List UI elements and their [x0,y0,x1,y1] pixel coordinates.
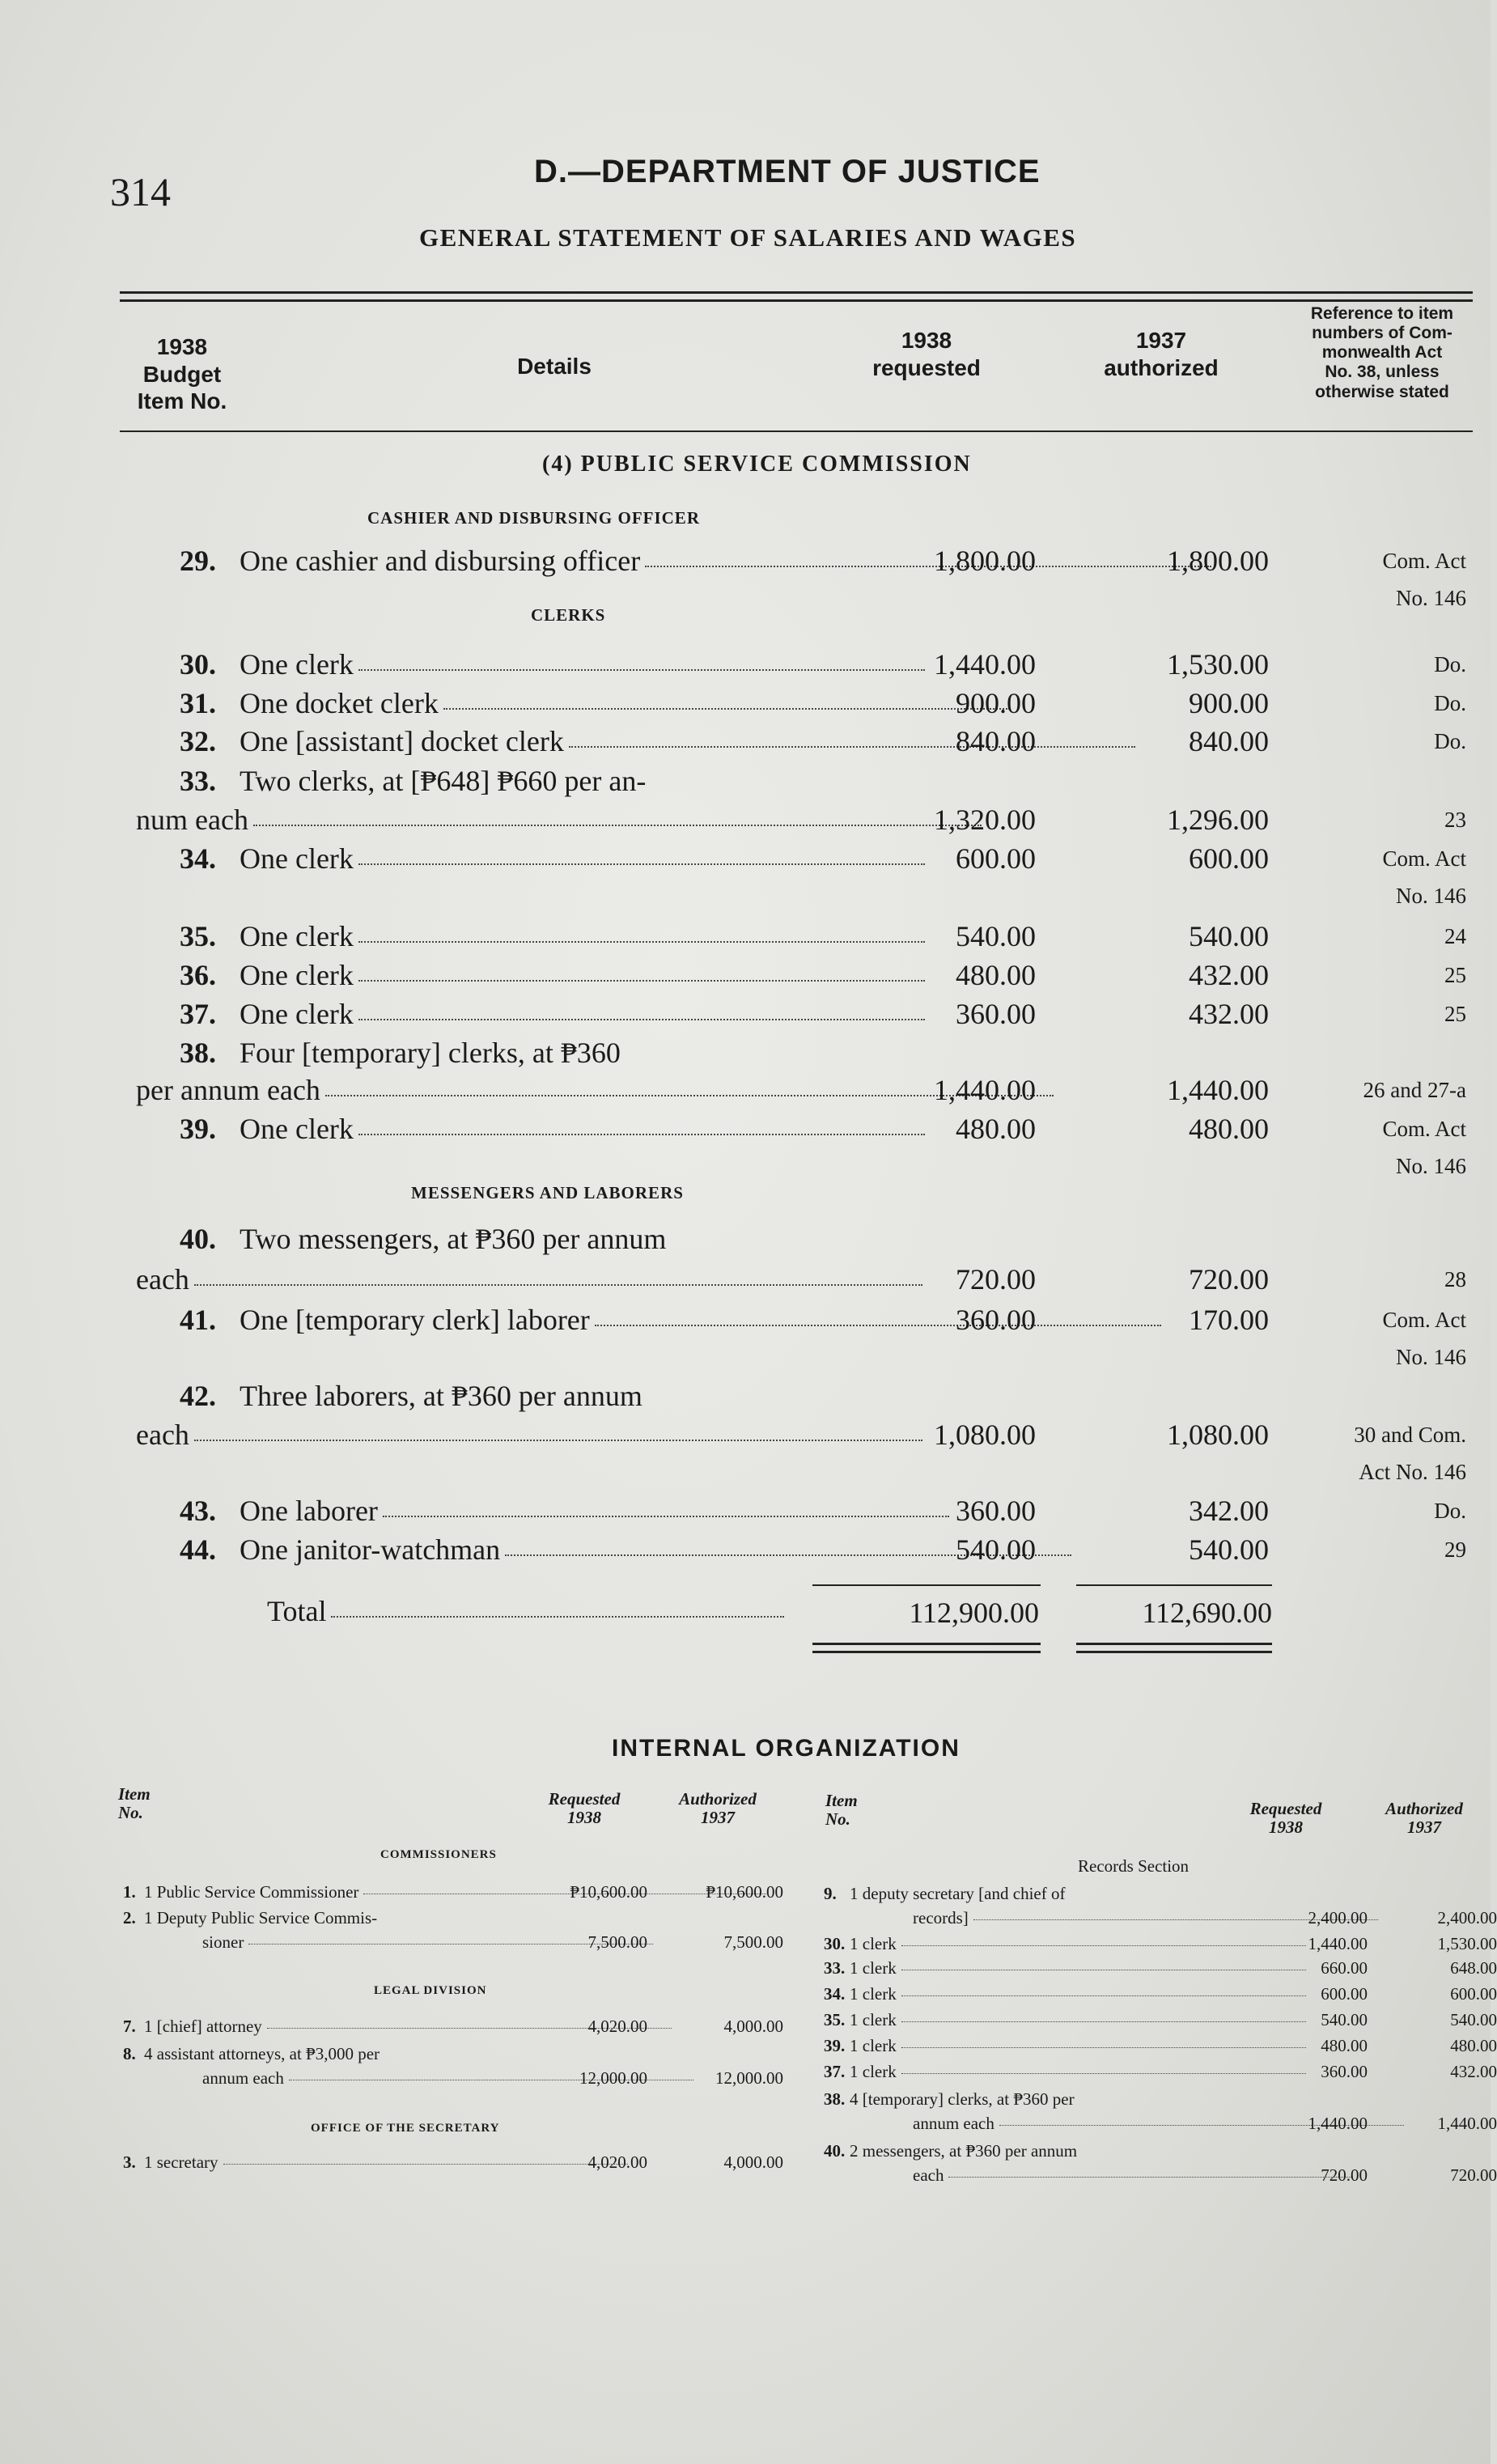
int-item-authorized: 600.00 [1450,1984,1497,2004]
item-number: 43. [180,1495,216,1527]
int-item-authorized: 4,000.00 [723,2152,783,2172]
header-rule-bottom [120,430,1473,432]
item-requested: 840.00 [956,725,1036,757]
int-item-detail-text-continued: records] [913,1908,969,1928]
leader-dots [569,746,1135,748]
int-item-number: 38. [824,2089,846,2109]
item-detail-text-continued: num each [136,804,248,836]
col-head-item-line1: 1938 [156,334,208,359]
int-item-number: 39. [824,2036,846,2055]
internal-org-title: INTERNAL ORGANIZATION [612,1735,961,1762]
item-authorized: 840.00 [1189,725,1269,757]
item-detail [240,1222,666,1256]
item-detail-text: One clerk [240,1113,354,1145]
item-authorized: 1,530.00 [1167,648,1269,681]
int-right-requested-head-2: 1938 [1269,1817,1303,1838]
item-reference-continued: No. 146 [1396,1345,1466,1369]
col-head-ref-line5: otherwise stated [1315,382,1449,401]
int-item-detail-text: 1 clerk [850,1934,897,1953]
int-item-number: 35. [824,2010,846,2029]
item-detail-text: One docket clerk [240,687,439,719]
item-detail [240,842,809,876]
item-number: 40. [180,1223,216,1255]
item-reference: 23 [1444,808,1466,832]
int-item-requested: 360.00 [1321,2062,1368,2081]
int-item-number: 30. [824,1934,846,1953]
int-item-detail-text-continued: sioner [202,1932,244,1952]
item-detail-text: One [assistant] docket clerk [240,725,564,757]
item-detail [240,1303,809,1337]
int-right-requested-head-1: Requested [1249,1799,1322,1818]
item-authorized: 1,440.00 [1167,1074,1269,1106]
int-leader-dots [901,1945,1306,1946]
item-requested: 360.00 [956,998,1036,1030]
item-requested: 900.00 [956,687,1036,719]
int-item-detail-continued [913,1908,1249,1928]
item-requested: 480.00 [956,959,1036,991]
int-left-requested-head-2: 1938 [567,1808,601,1828]
int-item-requested: 7,500.00 [587,1932,647,1952]
subsection-cashier: CASHIER AND DISBURSING OFFICER [367,508,700,528]
int-item-detail-text: 2 messengers, at ₱360 per annum [850,2141,1078,2161]
int-right-item-head-2: No. [825,1809,850,1830]
item-reference: Com. Act [1382,1308,1466,1332]
item-authorized: 600.00 [1189,842,1269,875]
col-head-requested-line2: requested [872,354,981,380]
int-item-detail [850,1884,1249,1904]
leader-dots [358,863,925,865]
item-authorized: 900.00 [1189,687,1269,719]
int-item-detail [144,2044,532,2064]
int-item-number: 40. [824,2141,846,2161]
item-detail [240,764,646,798]
item-reference: Com. Act [1382,549,1466,573]
item-detail-text: One clerk [240,842,354,875]
item-reference: 24 [1444,924,1466,948]
int-item-detail [850,2141,1249,2161]
item-number: 42. [180,1380,216,1412]
int-item-detail-text: 4 assistant attorneys, at ₱3,000 per [144,2044,380,2063]
page-subtitle: GENERAL STATEMENT OF SALARIES AND WAGES [419,223,1077,252]
item-requested: 1,800.00 [934,545,1036,577]
item-detail-text: One clerk [240,648,354,681]
leader-dots [358,1134,925,1135]
col-head-ref-line3: monwealth Act [1321,343,1443,363]
col-head-ref-line1: Reference to item [1310,304,1454,323]
int-item-authorized: 480.00 [1450,2036,1497,2055]
col-head-item-line2: Budget [142,361,222,387]
item-authorized: 540.00 [1189,920,1269,952]
int-item-authorized: 7,500.00 [723,1932,783,1952]
item-detail-text: Two clerks, at [₱648] ₱660 per an- [240,765,647,797]
item-detail-text: One cashier and disbursing officer [240,545,641,577]
item-number: 38. [180,1037,216,1069]
item-requested: 480.00 [956,1113,1036,1145]
int-item-requested: 660.00 [1321,1958,1368,1978]
int-item-requested: 720.00 [1321,2165,1368,2185]
item-detail-continued [136,1073,809,1107]
int-item-authorized: 2,400.00 [1437,1908,1497,1928]
col-head-reference [1285,304,1479,402]
int-item-requested: 540.00 [1321,2010,1368,2029]
int-item-detail-text: 1 Public Service Commissioner [144,1882,359,1902]
int-item-detail [144,1882,532,1902]
item-number: 36. [180,959,216,991]
subsection-messengers: MESSENGERS AND LABORERS [411,1183,684,1202]
page-number: 314 [110,169,171,214]
item-detail-text-continued: each [136,1263,189,1296]
leader-dots [358,941,925,943]
item-authorized: 480.00 [1189,1113,1269,1145]
item-authorized: 540.00 [1189,1533,1269,1566]
int-item-detail-text: 4 [temporary] clerks, at ₱360 per [850,2089,1075,2109]
item-authorized: 1,296.00 [1167,804,1269,836]
int-item-requested: 1,440.00 [1308,2114,1368,2133]
leader-dots [194,1440,922,1441]
int-item-number: 33. [824,1958,846,1978]
int-item-number: 34. [824,1984,846,2004]
int-left-item-head-2: No. [118,1803,143,1823]
int-item-detail [850,1958,1249,1978]
item-number: 29. [180,545,216,577]
item-detail-text: One janitor-watchman [240,1533,501,1566]
int-item-authorized: 540.00 [1450,2010,1497,2029]
int-item-detail [144,1908,532,1928]
item-requested: 720.00 [956,1263,1036,1296]
int-item-detail-text: 1 secretary [144,2152,218,2172]
item-authorized: 342.00 [1189,1495,1269,1527]
int-item-detail-text-continued: annum each [913,2114,994,2133]
leader-dots [194,1284,922,1286]
int-item-authorized: 4,000.00 [723,2017,783,2036]
total-double-rule-req-2 [812,1651,1041,1653]
item-detail-text-continued: each [136,1419,189,1451]
int-item-detail [850,1984,1249,2004]
int-item-detail [850,2036,1249,2056]
int-leader-dots [901,2047,1306,2048]
int-item-detail-continued [202,2068,532,2089]
item-authorized: 432.00 [1189,998,1269,1030]
int-leader-dots [901,2021,1306,2022]
int-commissioners-head: COMMISSIONERS [380,1848,497,1861]
int-item-detail [850,2062,1249,2082]
subsection-clerks: CLERKS [531,605,606,625]
section-title: (4) PUBLIC SERVICE COMMISSION [542,452,972,477]
header-rule-top-2 [120,299,1473,302]
header-rule-top [120,291,1473,294]
int-item-detail-text-continued: each [913,2165,944,2185]
int-right-authorized-head-1: Authorized [1385,1799,1463,1818]
item-requested: 1,440.00 [934,648,1036,681]
int-item-detail-text: 1 [chief] attorney [144,2017,262,2036]
int-item-detail-text: 1 clerk [850,1958,897,1978]
item-authorized: 1,800.00 [1167,545,1269,577]
item-reference: Do. [1434,729,1466,753]
item-reference: 30 and Com. [1354,1423,1466,1447]
int-item-authorized: 432.00 [1450,2062,1497,2081]
col-head-ref-line2: numbers of Com- [1312,324,1452,343]
item-authorized: 170.00 [1189,1304,1269,1336]
int-item-detail-text: 1 clerk [850,2062,897,2081]
int-left-authorized-head [657,1790,778,1827]
item-requested: 360.00 [956,1495,1036,1527]
int-item-detail [850,2010,1249,2030]
int-item-authorized: 1,440.00 [1437,2114,1497,2133]
item-detail-continued [136,1262,809,1296]
item-number: 32. [180,725,216,757]
item-reference: Do. [1434,652,1466,676]
item-detail-text: Two messengers, at ₱360 per annum [240,1223,667,1255]
total-double-rule-auth-1 [1076,1643,1272,1645]
int-item-requested: 1,440.00 [1308,1934,1368,1953]
int-item-number: 7. [123,2017,136,2036]
int-item-detail-text: 1 clerk [850,2036,897,2055]
int-right-requested-head [1233,1800,1338,1837]
int-right-item-head-1: Item [825,1791,858,1810]
col-head-item [97,333,267,415]
int-leader-dots [901,1995,1306,1996]
item-detail-continued [136,803,809,837]
department-title: D.—DEPARTMENT OF JUSTICE [534,154,1041,189]
item-reference: 29 [1444,1537,1466,1562]
item-detail [240,1494,809,1528]
int-right-authorized-head [1368,1800,1481,1837]
item-reference: 25 [1444,1002,1466,1026]
int-item-authorized: 720.00 [1450,2165,1497,2185]
int-item-number: 37. [824,2062,846,2081]
int-left-item-head-1: Item [118,1784,151,1804]
int-item-detail-text: 1 clerk [850,2010,897,2029]
item-requested: 600.00 [956,842,1036,875]
item-detail-text: Four [temporary] clerks, at ₱360 [240,1037,621,1069]
col-head-authorized [1076,327,1246,381]
int-item-number: 2. [123,1908,136,1928]
int-item-detail-text: 1 deputy secretary [and chief of [850,1884,1066,1903]
item-requested: 1,080.00 [934,1419,1036,1451]
item-reference: 25 [1444,963,1466,987]
item-detail [240,1533,809,1567]
int-records-section-head: Records Section [1078,1856,1190,1876]
item-detail [240,1379,642,1413]
int-item-detail [144,2152,532,2173]
item-reference: Do. [1434,691,1466,715]
item-authorized: 432.00 [1189,959,1269,991]
int-item-requested: 480.00 [1321,2036,1368,2055]
int-left-authorized-head-2: 1937 [701,1808,735,1828]
int-item-requested: 4,020.00 [587,2152,647,2172]
col-head-ref-line4: No. 38, unless [1325,363,1440,382]
int-item-requested: 600.00 [1321,1984,1368,2004]
item-authorized: 1,080.00 [1167,1419,1269,1451]
col-head-details: Details [517,354,592,379]
item-number: 34. [180,842,216,875]
leader-dots [358,1019,925,1020]
int-item-detail-continued [202,1932,532,1953]
int-leader-dots [901,2073,1306,2074]
col-head-authorized-line2: authorized [1104,354,1219,380]
item-requested: 1,440.00 [934,1074,1036,1106]
item-reference-continued: No. 146 [1396,884,1466,908]
int-office-secretary-head: OFFICE OF THE SECRETARY [311,2122,500,2135]
item-requested: 540.00 [956,920,1036,952]
col-head-requested-line1: 1938 [901,328,952,353]
total-authorized: 112,690.00 [1142,1597,1272,1629]
item-reference: 28 [1444,1267,1466,1291]
int-item-detail-continued [913,2165,1249,2186]
int-left-item-head [118,1785,151,1822]
int-item-detail [144,2017,532,2037]
int-item-detail [850,2089,1249,2110]
item-detail-text: One laborer [240,1495,378,1527]
item-number: 33. [180,765,216,797]
int-item-number: 3. [123,2152,136,2172]
int-item-detail-text-continued: annum each [202,2068,284,2088]
item-number: 37. [180,998,216,1030]
int-item-detail-text: 1 clerk [850,1984,897,2004]
int-item-requested: ₱10,600.00 [570,1882,647,1902]
total-label-text: Total [267,1595,327,1627]
item-detail [240,919,809,953]
total-double-rule-auth-2 [1076,1651,1272,1653]
total-rule-auth [1076,1584,1272,1586]
leader-dots [358,669,925,671]
item-requested: 1,320.00 [934,804,1036,836]
item-detail [240,997,809,1031]
item-detail-continued [136,1418,809,1452]
item-number: 30. [180,648,216,681]
int-item-authorized: 1,530.00 [1437,1934,1497,1953]
total-double-rule-req-1 [812,1643,1041,1645]
int-right-authorized-head-2: 1937 [1407,1817,1441,1838]
total-rule-req [812,1584,1041,1586]
item-detail-text: One clerk [240,998,354,1030]
int-legal-division-head: LEGAL DIVISION [374,1984,487,1997]
item-reference: 26 and 27-a [1363,1078,1466,1102]
item-number: 31. [180,687,216,719]
int-item-detail-continued [913,2114,1249,2134]
int-item-authorized: 12,000.00 [715,2068,783,2088]
item-detail-text: One clerk [240,959,354,991]
item-authorized: 720.00 [1189,1263,1269,1296]
item-detail [240,544,809,578]
total-requested: 112,900.00 [909,1597,1039,1629]
int-item-requested: 2,400.00 [1308,1908,1368,1928]
int-item-authorized: ₱10,600.00 [706,1882,783,1902]
item-detail-text: One [temporary clerk] laborer [240,1304,590,1336]
item-requested: 540.00 [956,1533,1036,1566]
item-requested: 360.00 [956,1304,1036,1336]
item-reference: Com. Act [1382,1117,1466,1141]
int-left-requested-head [528,1790,641,1827]
item-detail [240,958,809,992]
int-left-requested-head-1: Requested [548,1789,621,1809]
total-leader-dots [331,1616,784,1618]
item-detail-text: Three laborers, at ₱360 per annum [240,1380,642,1412]
item-reference-continued: No. 146 [1396,586,1466,610]
item-detail [240,1036,621,1070]
item-detail [240,1112,809,1146]
item-reference-continued: No. 146 [1396,1154,1466,1178]
item-reference: Com. Act [1382,846,1466,871]
item-number: 35. [180,920,216,952]
int-left-authorized-head-1: Authorized [679,1789,757,1809]
int-item-authorized: 648.00 [1450,1958,1497,1978]
leader-dots [358,980,925,982]
item-detail-text-continued: per annum each [136,1074,320,1106]
item-detail [240,724,809,758]
int-item-number: 9. [824,1884,837,1903]
int-item-requested: 4,020.00 [587,2017,647,2036]
item-number: 39. [180,1113,216,1145]
int-item-detail-text: 1 Deputy Public Service Commis- [144,1908,378,1928]
item-detail-text: One clerk [240,920,354,952]
item-detail [240,647,809,681]
int-item-requested: 12,000.00 [579,2068,647,2088]
item-number: 41. [180,1304,216,1336]
int-item-number: 1. [123,1882,136,1902]
col-head-requested [842,327,1011,381]
item-number: 44. [180,1533,216,1566]
int-item-detail [850,1934,1249,1954]
total-label [267,1594,808,1628]
int-item-number: 8. [123,2044,136,2063]
col-head-item-line3: Item No. [137,388,227,414]
int-right-item-head [825,1792,858,1829]
col-head-authorized-line1: 1937 [1135,328,1187,353]
item-reference: Do. [1434,1499,1466,1523]
item-reference-continued: Act No. 146 [1359,1460,1466,1484]
item-detail [240,686,809,720]
